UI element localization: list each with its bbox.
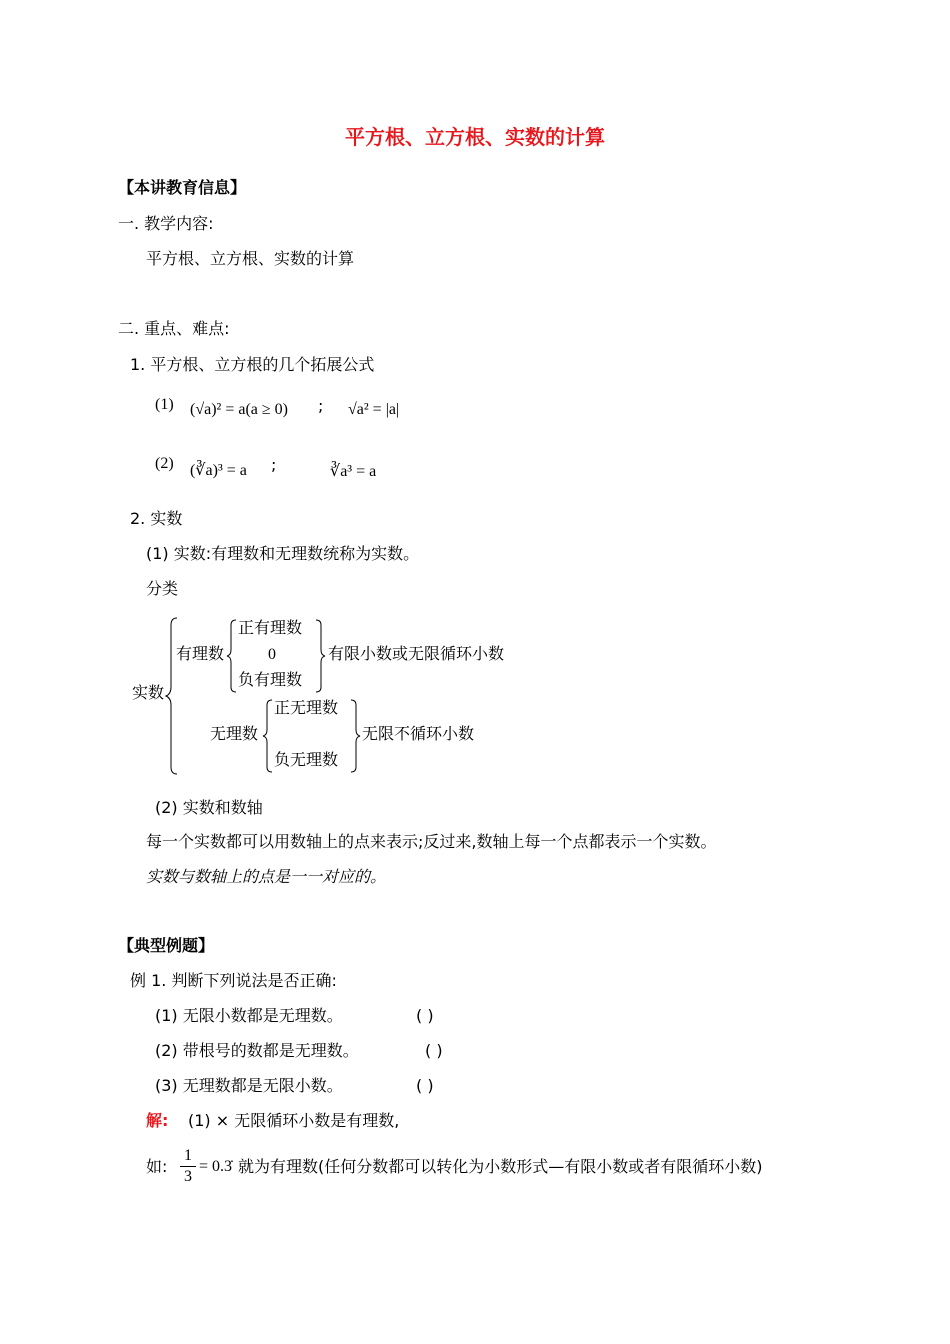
tree-negative-rational: 负有理数 bbox=[238, 672, 303, 689]
irrational-left-brace bbox=[262, 699, 274, 773]
irrational-right-brace bbox=[349, 699, 361, 773]
classification-label: 分类 bbox=[146, 579, 179, 598]
rational-right-brace bbox=[314, 619, 326, 693]
key-points-label: 二. 重点、难点: bbox=[118, 319, 230, 338]
tree-zero: 0 bbox=[268, 646, 276, 663]
formula-2b: ∛a³ = a bbox=[330, 463, 377, 480]
root-brace bbox=[165, 617, 179, 775]
question-2-answer-paren: ( ) bbox=[425, 1041, 443, 1060]
formula-2a: (∛a)³ = a bbox=[190, 462, 247, 479]
question-2: (2) 带根号的数都是无理数。 bbox=[155, 1041, 359, 1060]
formula-2-separator: ; bbox=[271, 455, 277, 474]
tree-positive-rational: 正有理数 bbox=[238, 620, 303, 637]
axis-italic-statement: 实数与数轴上的点是一一对应的。 bbox=[146, 867, 387, 886]
fraction-denominator: 3 bbox=[184, 1168, 192, 1185]
section-heading-examples: 【典型例题】 bbox=[118, 936, 215, 955]
fraction-equation: = 0.3̇ bbox=[199, 1158, 233, 1175]
page-title: 平方根、立方根、实数的计算 bbox=[345, 125, 605, 149]
question-3: (3) 无理数都是无限小数。 bbox=[155, 1076, 343, 1095]
formula-1-separator: ; bbox=[318, 396, 324, 415]
tree-positive-irrational: 正无理数 bbox=[274, 700, 339, 717]
formula-2-number: (2) bbox=[155, 455, 174, 472]
tree-rational: 有理数 bbox=[176, 646, 225, 663]
content-label: 一. 教学内容: bbox=[118, 214, 214, 233]
question-3-answer-paren: ( ) bbox=[416, 1076, 434, 1095]
item-2-title: 2. 实数 bbox=[130, 509, 183, 528]
solution-label: 解: bbox=[146, 1111, 169, 1130]
tree-irrational: 无理数 bbox=[210, 726, 259, 743]
axis-title: (2) 实数和数轴 bbox=[155, 798, 263, 817]
formula-1a: (√a)² = a(a ≥ 0) bbox=[190, 401, 288, 418]
fraction-bar bbox=[180, 1166, 196, 1167]
content-text: 平方根、立方根、实数的计算 bbox=[146, 249, 355, 268]
formula-1b: √a² = |a| bbox=[348, 401, 400, 418]
tree-negative-irrational: 负无理数 bbox=[274, 752, 339, 769]
section-heading-info: 【本讲教育信息】 bbox=[118, 178, 247, 197]
tree-irrational-description: 无限不循环小数 bbox=[362, 726, 475, 743]
axis-text: 每一个实数都可以用数轴上的点来表示;反过来,数轴上每一个点都表示一个实数。 bbox=[146, 832, 717, 851]
tree-root: 实数 bbox=[132, 685, 165, 702]
real-number-definition: (1) 实数:有理数和无理数统称为实数。 bbox=[146, 544, 420, 563]
tree-rational-description: 有限小数或无限循环小数 bbox=[328, 646, 505, 663]
question-1-answer-paren: ( ) bbox=[416, 1006, 434, 1025]
fraction-numerator: 1 bbox=[184, 1147, 192, 1164]
example-text: 就为有理数(任何分数都可以转化为小数形式—有限小数或者有限循环小数) bbox=[238, 1157, 763, 1176]
example-1-title: 例 1. 判断下列说法是否正确: bbox=[130, 971, 337, 990]
item-1-title: 1. 平方根、立方根的几个拓展公式 bbox=[130, 355, 375, 374]
fraction-one-third bbox=[180, 1147, 196, 1186]
question-1: (1) 无限小数都是无理数。 bbox=[155, 1006, 343, 1025]
solution-1: (1) × 无限循环小数是有理数, bbox=[188, 1111, 400, 1130]
formula-1-number: (1) bbox=[155, 396, 174, 413]
example-label: 如: bbox=[146, 1157, 168, 1176]
rational-left-brace bbox=[226, 619, 238, 693]
